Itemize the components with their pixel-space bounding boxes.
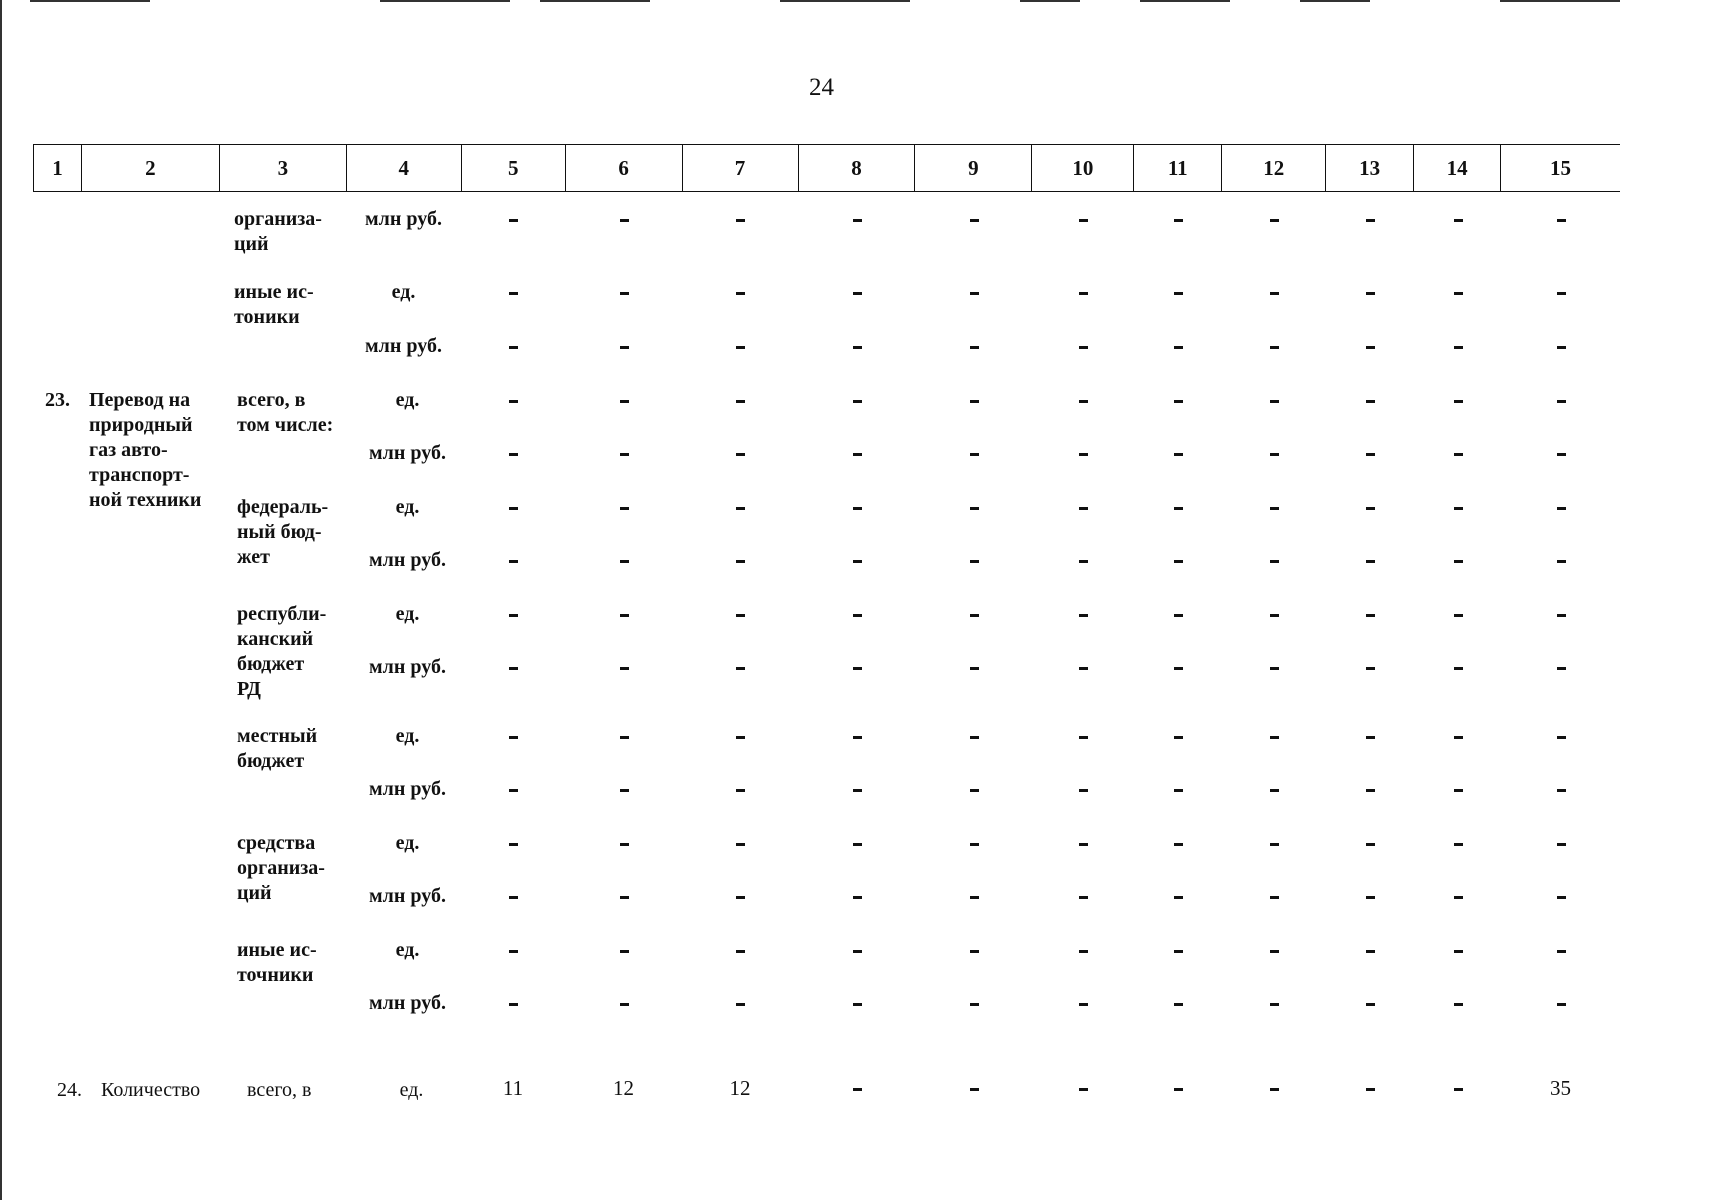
item23-row-value-dash: [1557, 614, 1566, 617]
item23-row-value-dash: [620, 614, 629, 617]
item23-row-value-dash: [853, 667, 862, 670]
item23-row-value-dash: [1557, 507, 1566, 510]
item23-row-value-dash: [620, 736, 629, 739]
funding-source-label: иные ис- точники: [237, 939, 317, 986]
item23-row-value-dash: [736, 560, 745, 563]
column-header-15: 15: [1550, 155, 1571, 180]
item23-row-value-dash: [853, 896, 862, 899]
continuation-row-value-dash: [1557, 292, 1566, 295]
item23-row-value-dash: [1366, 1003, 1375, 1006]
item23-row-value-dash: [1079, 843, 1088, 846]
item23-row-value-dash: [736, 1003, 745, 1006]
item23-row-value-dash: [1557, 667, 1566, 670]
funding-source-label: местный бюджет: [237, 725, 318, 772]
item23-row-value-dash: [1454, 843, 1463, 846]
item23-row-value-dash: [509, 950, 518, 953]
continuation-row-value-dash: [1557, 219, 1566, 222]
item23-row-value-dash: [1270, 400, 1279, 403]
funding-source-label: республи- канский бюджет РД: [237, 603, 327, 700]
item23-row-value-dash: [1557, 560, 1566, 563]
page-border-top-segment: [780, 0, 880, 2]
item-name: Количество: [101, 1079, 201, 1101]
item23-row-value-dash: [853, 736, 862, 739]
item23-row-value-dash: [1366, 560, 1375, 563]
item23-row-value-dash: [1454, 560, 1463, 563]
item23-row-value-dash: [620, 843, 629, 846]
funding-source-label: организа- ций: [234, 208, 322, 255]
item23-row-value-dash: [620, 400, 629, 403]
column-header-7: 7: [683, 145, 799, 191]
funding-source-label: средства организа- ций: [237, 832, 325, 904]
item23-row-value-dash: [1270, 789, 1279, 792]
item23-row-value-dash: [736, 950, 745, 953]
column-header-5: 5: [462, 145, 566, 191]
item23-row-value-dash: [970, 400, 979, 403]
item23-row-value-dash: [1557, 843, 1566, 846]
item23-row-value-dash: [1079, 1003, 1088, 1006]
continuation-row-value-dash: [1454, 346, 1463, 349]
item23-row-value-dash: [509, 560, 518, 563]
unit-label: млн руб.: [365, 208, 442, 230]
continuation-row-value-dash: [509, 346, 518, 349]
funding-source-label: иные ис- тоники: [234, 281, 314, 328]
item23-row-value-dash: [509, 453, 518, 456]
item23-row-value-dash: [1366, 453, 1375, 456]
column-header-11: 11: [1134, 145, 1222, 191]
page-border-top-segment: [1300, 0, 1370, 2]
page-border-top-segment: [1020, 0, 1080, 2]
item23-row-value-dash: [1557, 896, 1566, 899]
item23-row-value-dash: [736, 667, 745, 670]
item24-row-value-dash: [853, 1088, 862, 1091]
item23-row-value-dash: [620, 789, 629, 792]
item23-row-value-dash: [1174, 614, 1183, 617]
item23-row-value-dash: [736, 614, 745, 617]
item23-row-value-dash: [853, 560, 862, 563]
item23-row-value-dash: [970, 1003, 979, 1006]
table-header-row: [33, 144, 1620, 192]
item23-row-value-dash: [1079, 736, 1088, 739]
continuation-row-value-dash: [1270, 292, 1279, 295]
item23-row-value-dash: [509, 896, 518, 899]
continuation-row-value-dash: [853, 292, 862, 295]
item23-row-value-dash: [736, 507, 745, 510]
item24-row-value: 11: [502, 1076, 524, 1100]
item24-row-value-dash: [1366, 1088, 1375, 1091]
column-header-2: 2: [82, 145, 220, 191]
item23-row-value-dash: [970, 950, 979, 953]
item23-row-value-dash: [1174, 843, 1183, 846]
item-name: Перевод на природный газ авто- транспорт- ной техники: [89, 389, 202, 511]
unit-label: млн руб.: [369, 992, 446, 1014]
item24-row-value-dash: [970, 1088, 979, 1091]
item23-row-value-dash: [1270, 736, 1279, 739]
item23-row-value-dash: [970, 736, 979, 739]
table-body: [33, 192, 1620, 1200]
item23-row-value-dash: [853, 1003, 862, 1006]
item24-row-value: 12: [729, 1076, 751, 1100]
item23-row-value-dash: [853, 400, 862, 403]
item23-row-value-dash: [853, 507, 862, 510]
item23-row-value-dash: [1557, 453, 1566, 456]
continuation-row-value-dash: [1079, 346, 1088, 349]
continuation-row-value-dash: [509, 219, 518, 222]
item23-row-value-dash: [736, 453, 745, 456]
continuation-row-value-dash: [1079, 219, 1088, 222]
item23-row-value-dash: [970, 614, 979, 617]
item23-row-value-dash: [1174, 400, 1183, 403]
item23-row-value-dash: [1270, 507, 1279, 510]
continuation-row-value-dash: [1174, 346, 1183, 349]
item23-row-value-dash: [509, 843, 518, 846]
continuation-row-value-dash: [736, 346, 745, 349]
item23-row-value-dash: [970, 507, 979, 510]
funding-source-label: федераль- ный бюд- жет: [237, 496, 329, 568]
page-border-top-segment: [380, 0, 510, 2]
item23-row-value-dash: [970, 789, 979, 792]
unit-label: ед.: [395, 389, 420, 411]
continuation-row-value-dash: [1366, 346, 1375, 349]
item23-row-value-dash: [1366, 667, 1375, 670]
page-border-top-segment: [880, 0, 910, 2]
item23-row-value-dash: [1079, 560, 1088, 563]
item23-row-value-dash: [1366, 789, 1375, 792]
continuation-row-value-dash: [509, 292, 518, 295]
item23-row-value-dash: [1454, 507, 1463, 510]
continuation-row-value-dash: [1270, 219, 1279, 222]
continuation-row-value-dash: [970, 292, 979, 295]
page-border-left: [0, 0, 2, 1200]
continuation-row-value-dash: [1454, 292, 1463, 295]
item23-row-value-dash: [620, 667, 629, 670]
continuation-row-value-dash: [1270, 346, 1279, 349]
item24-row-value-dash: [1454, 1088, 1463, 1091]
item23-row-value-dash: [1557, 1003, 1566, 1006]
continuation-row-value-dash: [736, 292, 745, 295]
item23-row-value-dash: [970, 896, 979, 899]
item24-row-value-dash: [1270, 1088, 1279, 1091]
item23-row-value-dash: [1270, 614, 1279, 617]
continuation-row-value-dash: [1366, 292, 1375, 295]
unit-label: млн руб.: [369, 885, 446, 907]
item24-row-value-dash: [1174, 1088, 1183, 1091]
item23-row-value-dash: [1174, 560, 1183, 563]
column-header-12: 12: [1222, 145, 1326, 191]
item23-row-value-dash: [1366, 843, 1375, 846]
item23-row-value-dash: [1079, 950, 1088, 953]
unit-label: млн руб.: [369, 442, 446, 464]
item23-row-value-dash: [736, 736, 745, 739]
item23-row-value-dash: [970, 667, 979, 670]
item23-row-value-dash: [509, 667, 518, 670]
item23-row-value-dash: [853, 843, 862, 846]
item23-row-value-dash: [1079, 507, 1088, 510]
unit-label: млн руб.: [365, 335, 442, 357]
item23-row-value-dash: [1557, 789, 1566, 792]
item23-row-value-dash: [1454, 453, 1463, 456]
item23-row-value-dash: [620, 560, 629, 563]
column-header-6: 6: [566, 145, 683, 191]
page-border-top-segment: [540, 0, 650, 2]
continuation-row-value-dash: [620, 219, 629, 222]
column-header-14: 14: [1414, 145, 1501, 191]
column-header-8: 8: [799, 145, 916, 191]
continuation-row-value-dash: [970, 219, 979, 222]
item24-row-value: 35: [1550, 1076, 1571, 1100]
item-number: 23.: [45, 389, 70, 411]
column-header-1: 1: [34, 145, 82, 191]
column-header-4: 4: [347, 145, 462, 191]
column-header-13: 13: [1326, 145, 1414, 191]
item23-row-value-dash: [736, 843, 745, 846]
item23-row-value-dash: [1454, 1003, 1463, 1006]
item24-row-value: 12: [613, 1076, 634, 1100]
item23-row-value-dash: [620, 1003, 629, 1006]
item23-row-value-dash: [509, 400, 518, 403]
item23-row-value-dash: [1454, 950, 1463, 953]
item23-row-value-dash: [1079, 400, 1088, 403]
item23-row-value-dash: [1174, 736, 1183, 739]
funding-source-label: всего, в том числе:: [237, 389, 334, 436]
item23-row-value-dash: [509, 614, 518, 617]
continuation-row-value-dash: [1174, 292, 1183, 295]
item23-row-value-dash: [1557, 400, 1566, 403]
item23-row-value-dash: [620, 896, 629, 899]
item23-row-value-dash: [1079, 614, 1088, 617]
item23-row-value-dash: [1174, 896, 1183, 899]
item23-row-value-dash: [1366, 896, 1375, 899]
item23-row-value-dash: [1174, 950, 1183, 953]
item23-row-value-dash: [736, 896, 745, 899]
item23-row-value-dash: [1454, 896, 1463, 899]
item23-row-value-dash: [1366, 614, 1375, 617]
continuation-row-value-dash: [1557, 346, 1566, 349]
page-border-top-segment: [1140, 0, 1230, 2]
continuation-row-value-dash: [853, 346, 862, 349]
item23-row-value-dash: [1174, 789, 1183, 792]
continuation-row-value-dash: [1366, 219, 1375, 222]
continuation-row-value-dash: [1079, 292, 1088, 295]
item23-row-value-dash: [1454, 400, 1463, 403]
item23-row-value-dash: [1270, 453, 1279, 456]
item23-row-value-dash: [853, 453, 862, 456]
continuation-row-value-dash: [736, 219, 745, 222]
item23-row-value-dash: [1270, 560, 1279, 563]
item23-row-value-dash: [1174, 507, 1183, 510]
continuation-row-value-dash: [620, 292, 629, 295]
unit-label: ед.: [395, 832, 420, 854]
item23-row-value-dash: [509, 789, 518, 792]
item23-row-value-dash: [509, 736, 518, 739]
page-border-top-segment: [1500, 0, 1620, 2]
item23-row-value-dash: [853, 614, 862, 617]
item-number: 24.: [57, 1079, 82, 1101]
item23-row-value-dash: [1454, 789, 1463, 792]
item23-row-value-dash: [620, 950, 629, 953]
item23-row-value-dash: [1270, 950, 1279, 953]
unit-label: млн руб.: [369, 549, 446, 571]
item23-row-value-dash: [1366, 400, 1375, 403]
item23-row-value-dash: [1079, 789, 1088, 792]
unit-label: ед.: [395, 725, 420, 747]
page-number: 24: [809, 74, 834, 101]
item23-row-value-dash: [1174, 453, 1183, 456]
continuation-row-value-dash: [1454, 219, 1463, 222]
column-header-10: 10: [1032, 145, 1134, 191]
unit-label: млн руб.: [369, 778, 446, 800]
item23-row-value-dash: [1079, 453, 1088, 456]
unit-label: ед.: [395, 603, 420, 625]
item23-row-value-dash: [853, 789, 862, 792]
item23-row-value-dash: [1454, 736, 1463, 739]
item23-row-value-dash: [1174, 667, 1183, 670]
item23-row-value-dash: [853, 950, 862, 953]
item23-row-value-dash: [1079, 667, 1088, 670]
item23-row-value-dash: [1557, 736, 1566, 739]
item23-row-value-dash: [1454, 667, 1463, 670]
item23-row-value-dash: [509, 1003, 518, 1006]
item23-row-value-dash: [736, 400, 745, 403]
item23-row-value-dash: [1454, 614, 1463, 617]
unit-label: ед.: [391, 281, 416, 303]
column-header-3: 3: [220, 145, 347, 191]
item24-row-value-dash: [1079, 1088, 1088, 1091]
continuation-row-value-dash: [970, 346, 979, 349]
continuation-row-value-dash: [853, 219, 862, 222]
item23-row-value-dash: [1270, 843, 1279, 846]
item23-row-value-dash: [1174, 1003, 1183, 1006]
item23-row-value-dash: [970, 560, 979, 563]
item23-row-value-dash: [1270, 896, 1279, 899]
item23-row-value-dash: [1557, 950, 1566, 953]
item23-row-value-dash: [1366, 736, 1375, 739]
item23-row-value-dash: [1366, 950, 1375, 953]
continuation-row-value-dash: [1174, 219, 1183, 222]
item23-row-value-dash: [620, 453, 629, 456]
item23-row-value-dash: [1270, 667, 1279, 670]
unit-label: млн руб.: [369, 656, 446, 678]
unit-label: ед.: [395, 496, 420, 518]
item23-row-value-dash: [736, 789, 745, 792]
item23-row-value-dash: [970, 843, 979, 846]
page-border-top-segment: [30, 0, 150, 2]
item23-row-value-dash: [509, 507, 518, 510]
item23-row-value-dash: [1270, 1003, 1279, 1006]
column-header-9: 9: [915, 145, 1032, 191]
funding-source-label: всего, в: [247, 1079, 312, 1101]
item23-row-value-dash: [1079, 896, 1088, 899]
item23-row-value-dash: [620, 507, 629, 510]
item23-row-value-dash: [970, 453, 979, 456]
unit-label: ед.: [395, 939, 420, 961]
unit-label: ед.: [399, 1079, 424, 1101]
continuation-row-value-dash: [620, 346, 629, 349]
item23-row-value-dash: [1366, 507, 1375, 510]
